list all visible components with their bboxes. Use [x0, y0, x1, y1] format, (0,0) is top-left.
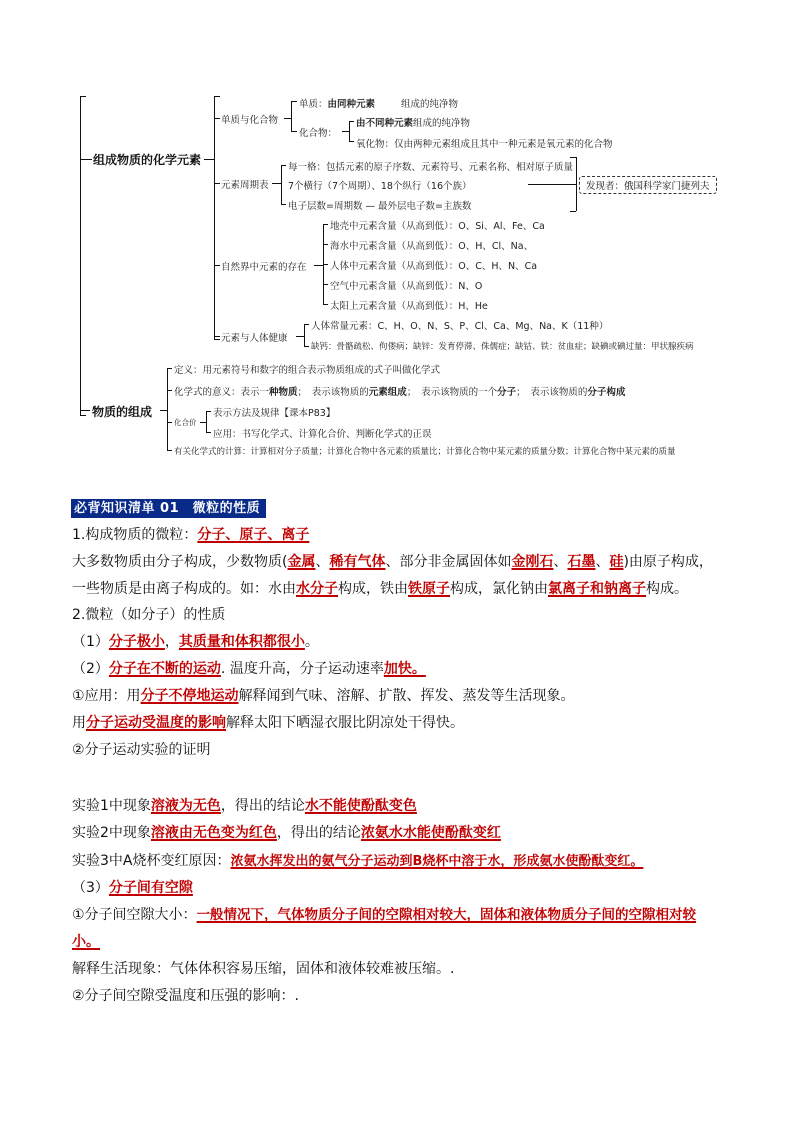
connector [284, 118, 291, 119]
oxide-def-line: 氧化物：仅由两种元素组成且其中一种元素是氧元素的化合物 [356, 139, 613, 150]
connector [160, 410, 167, 411]
answer: 石墨 [567, 554, 596, 570]
body-paragraph [72, 851, 643, 872]
connector [291, 101, 297, 102]
text: 、 [315, 554, 330, 570]
text: 化学式的意义：表示一 [174, 387, 270, 398]
connector [323, 304, 328, 305]
connector [304, 346, 309, 347]
answer: 硅 [609, 554, 624, 570]
connector [167, 390, 172, 391]
connector [167, 450, 172, 451]
connector [323, 264, 328, 265]
body-paragraph [72, 659, 426, 679]
text: 解释太阳下晒湿衣服比阴凉处干得快。 [226, 715, 464, 731]
body-paragraph: 解释生活现象：气体体积容易压缩，固体和液体较难被压缩。. [72, 961, 455, 977]
element-abundance-item: 地壳中元素含量（从高到低）：O、Si、Al、Fe、Ca [330, 221, 545, 232]
text: ，得出的结论 [220, 798, 305, 814]
text: 用 [72, 715, 86, 731]
body-paragraph [72, 632, 319, 652]
periodic-rule-line: 电子层数=周期数 — 最外层电子数=主族数 [288, 201, 472, 212]
connector [304, 324, 309, 325]
body-paragraph: ②分子运动实验的证明 [72, 742, 211, 758]
answer: 浓氨水水能使酚酞变红 [360, 825, 501, 841]
answer: 分子极小 [108, 634, 165, 650]
connector [206, 432, 211, 433]
answer: 小。 [72, 934, 100, 950]
connector [167, 368, 172, 369]
body-paragraph [72, 878, 193, 898]
answer: 加快。 [383, 661, 426, 677]
text: （3） [72, 880, 109, 896]
connector [281, 204, 286, 205]
connector [296, 336, 304, 337]
connector [570, 157, 576, 158]
answer: 溶液为无色 [150, 798, 221, 814]
deficiency-line: 缺钙：骨骼疏松、佝偻病；缺锌：发育停滞、侏儒症；缺钴、铁：贫血症；缺碘或碘过量：甲状腺疾病 [311, 342, 694, 352]
connector [342, 131, 349, 132]
text: 1.构成物质的微粒： [72, 527, 198, 543]
answer: 金属 [287, 554, 316, 570]
connector [214, 183, 220, 184]
tree-main-top-tick [80, 96, 86, 97]
emphasis: 分子 [497, 387, 517, 398]
compound-def-line [356, 115, 470, 129]
branch-health-elements: 元素与人体健康 [221, 333, 288, 344]
connector [167, 422, 172, 423]
discoverer-note: 发现者：俄国科学家门捷列夫 [579, 176, 717, 194]
text: 实验2中现象 [72, 825, 151, 841]
answer: 分子、原子、离子 [197, 527, 310, 543]
element-abundance-item: 空气中元素含量（从高到低）：N、O [330, 281, 483, 292]
periodic-rows-line: 7个横行（7个周期）、18个纵行（16个族） [288, 181, 472, 192]
answer: 分子间有空隙 [108, 880, 193, 896]
valence-label: 化合价 [174, 418, 197, 427]
emphasis: 由同种元素 [327, 99, 376, 110]
connector [528, 184, 576, 185]
level1-top-tick [214, 96, 220, 97]
body-paragraph [72, 932, 100, 952]
connector [200, 422, 206, 423]
periodic-cell-line: 每一格：包括元素的原子序数、元素符号、元素名称、相对原子质量 [288, 162, 574, 173]
b2-vertical-line [281, 165, 282, 204]
body-paragraph [72, 796, 417, 816]
text: 构成，铁由 [338, 581, 408, 597]
text: （2） [72, 661, 109, 677]
connector [323, 244, 328, 245]
element-abundance-item: 人体中元素含量（从高到低）：O、C、H、N、Ca [330, 261, 538, 272]
element-abundance-item: 太阳上元素含量（从高到低）：H、He [330, 301, 488, 312]
connector [291, 131, 297, 132]
answer: 稀有气体 [329, 554, 386, 570]
text: ； 表示该物质的 [516, 387, 588, 398]
answer: 一般情况下，气体物质分子间的空隙相对较大，固体和液体物质分子间的空隙相对较 [196, 907, 697, 923]
connector [204, 159, 214, 160]
answer: 其质量和体积都很小 [178, 634, 305, 650]
label: 单质： [299, 99, 328, 110]
text: 。 [304, 634, 319, 650]
level1-vertical-line [214, 96, 215, 339]
body-paragraph [72, 713, 464, 733]
macro-elements-line: 人体常量元素：C、H、O、N、S、P、Cl、Ca、Mg、Na、K（11种） [311, 321, 609, 332]
text: 实验1中现象 [72, 798, 151, 814]
emphasis: 元素组成 [368, 387, 407, 398]
text: （1） [72, 634, 109, 650]
text: 实验3中A烧杯变红原因： [72, 853, 231, 869]
emphasis: 由不同种元素 [356, 118, 414, 129]
body-paragraph [72, 686, 575, 706]
tree2-vertical-line [167, 368, 168, 450]
answer: 溶液由无色变为红色 [150, 825, 277, 841]
answer: 氯离子和钠离子 [548, 581, 646, 597]
emphasis: 种物质 [269, 387, 298, 398]
connector [214, 118, 220, 119]
valence-vertical-line [206, 411, 207, 432]
tree-root-composition: 物质的组成 [92, 405, 153, 419]
body-paragraph [72, 579, 688, 599]
answer: 分子在不断的运动 [108, 661, 221, 677]
answer: 浓氨水挥发出的氨气分子运动到B烧杯中溶于水，形成氨水使酚酞变红。 [230, 854, 644, 869]
text: ； 表示该物质的 [297, 387, 369, 398]
text: 一些物质是由离子构成的。如：水由 [72, 581, 296, 597]
text: ； 表示该物质的一个 [406, 387, 498, 398]
text: 构成，氯化钠由 [450, 581, 548, 597]
answer: 水分子 [296, 581, 338, 597]
branch-periodic-table: 元素周期表 [221, 180, 269, 191]
text: ①分子间空隙大小： [72, 907, 197, 923]
connector [80, 159, 92, 160]
connector [349, 141, 354, 142]
body-paragraph [72, 823, 501, 843]
tree-main-bottom-tick [80, 415, 86, 416]
tree-root-elements: 组成物质的化学元素 [93, 153, 202, 167]
answer: 分子运动受温度的影响 [86, 715, 226, 731]
body-paragraph [72, 552, 713, 572]
text: 组成的纯净物 [401, 99, 459, 110]
compound-vertical-line [349, 121, 350, 141]
connector [323, 224, 328, 225]
connector [349, 121, 354, 122]
text: 、部分非金属固体如 [385, 554, 512, 570]
connector [314, 265, 323, 266]
body-paragraph: ②分子间空隙受温度和压强的影响：. [72, 988, 300, 1004]
connector [214, 336, 220, 337]
connector [206, 411, 211, 412]
text: )由原子构成， [623, 554, 713, 570]
formula-meaning [174, 384, 625, 398]
emphasis: 分子构成 [587, 387, 626, 398]
answer: 分子不停地运动 [140, 688, 239, 704]
element-abundance-item: 海水中元素含量（从高到低）：O、H、Cl、Na、 [330, 241, 534, 252]
connector [281, 165, 286, 166]
level1-bottom-tick [214, 339, 220, 340]
b1-vertical-line [291, 101, 292, 131]
text: 解释闻到气味、溶解、扩散、挥发、蒸发等生活现象。 [238, 688, 575, 704]
compound-label: 化合物： [299, 128, 338, 139]
answer: 金刚石 [511, 554, 554, 570]
text: ①应用：用 [72, 688, 141, 704]
connector [570, 211, 576, 212]
text: 构成。 [646, 581, 688, 597]
text: 、 [553, 554, 568, 570]
b4-vertical-line [304, 324, 305, 346]
connector [272, 183, 281, 184]
formula-definition: 定义：用元素符号和数字的组合表示物质组成的式子叫做化学式 [174, 365, 441, 376]
text: ，得出的结论 [276, 825, 361, 841]
answer: 水不能使酚酞变色 [304, 798, 417, 814]
text: ， [164, 634, 179, 650]
discoverer-bracket-vertical [576, 157, 577, 211]
connector [323, 284, 328, 285]
simple-substance-line [299, 96, 458, 110]
branch-nature-elements: 自然界中元素的存在 [221, 262, 307, 273]
body-paragraph [72, 525, 309, 545]
answer: 铁原子 [408, 581, 450, 597]
connector [80, 410, 90, 411]
text: 组成的纯净物 [413, 118, 471, 129]
connector [214, 265, 220, 266]
valence-application: 应用：书写化学式、计算化合价、判断化学式的正误 [213, 429, 432, 440]
valence-rule: 表示方法及规律【课本P83】 [213, 408, 336, 419]
branch-substance-compound: 单质与化合物 [221, 115, 279, 126]
text: . 温度升高，分子运动速率 [220, 661, 384, 677]
body-paragraph: 2.微粒（如分子）的性质 [72, 607, 226, 623]
tree-main-vertical-line [80, 96, 81, 416]
section-header: 必背知识清单 01 微粒的性质 [71, 499, 266, 518]
body-paragraph [72, 905, 696, 925]
text: 大多数物质由分子构成，少数物质( [72, 554, 288, 570]
formula-calculation: 有关化学式的计算：计算相对分子质量；计算化合物中各元素的质量比；计算化合物中某元素的质量分数；计算化合物中某元素的质量 [174, 447, 676, 457]
text: 、 [595, 554, 610, 570]
